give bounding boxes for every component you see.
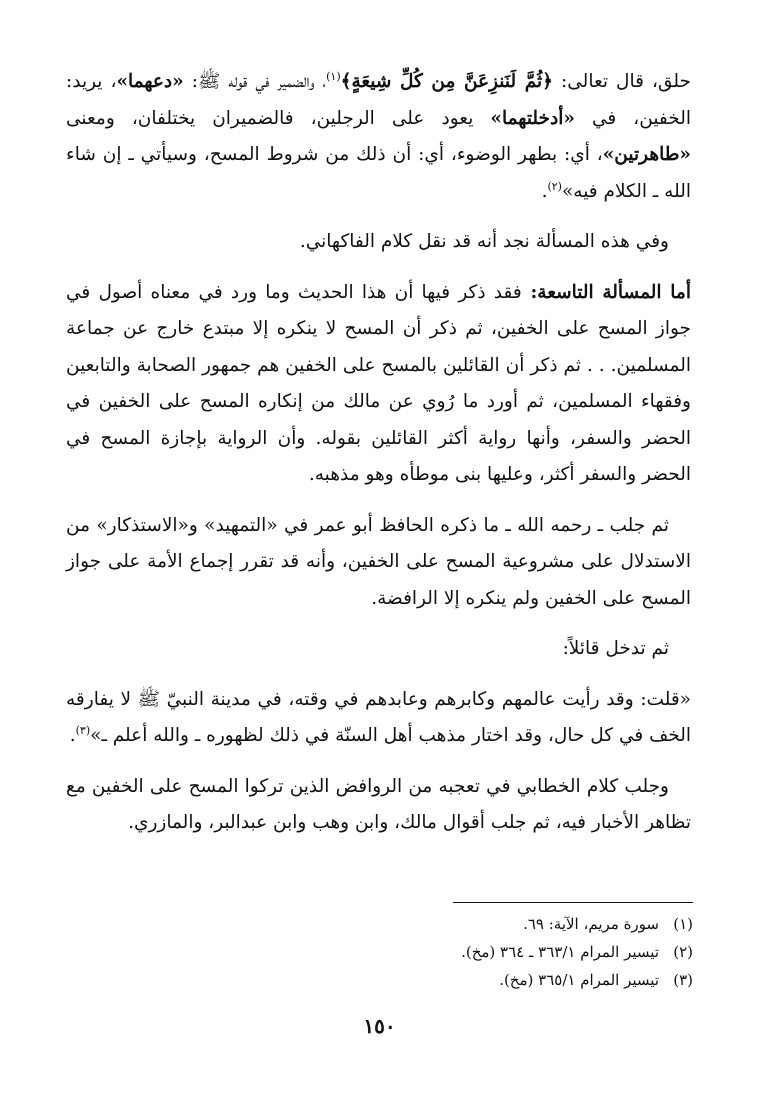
text-run: ، أي: بطهر الوضوء، أي: أن ذلك من شروط المسح، وسيأتي ـ إن شاء الله ـ الكلام فيه»: [66, 144, 691, 202]
text-run: فقد ذكر فيها أن هذا الحديث وما ورد في معناه أصول في جواز المسح على الخفين، ثم ذكر أن المسح لا ينكره إلا مبتدع خارج عن جماعة المسلمين. . . ثم ذكر أن القائلين بالمسح على الخفين هم جمهور الصحابة والتابعين وفقهاء المسلمين، ثم أورد ما رُوي عن مالك من إنكاره المسح على الخفين في الحضر والسفر، وأنها رواية أكثر القائلين بقوله. وأن الرواية بإجازة المسح في الحضر والسفر أكثر، وعليها بنى موطأه وهو مذهبه.: [66, 281, 691, 485]
text-run: ، يريد: الخفين، في: [66, 71, 691, 129]
paragraph: [66, 224, 691, 261]
emphasized-text: «أدخلتهما»: [490, 107, 575, 129]
emphasized-text: ﴿ثُمَّ لَنَنزِعَنَّ مِن كُلِّ شِيعَةٍ﴾: [340, 71, 553, 92]
paragraph: [66, 275, 691, 494]
paragraph: [66, 64, 691, 210]
text-run: ، والضمير في قوله ﷺ:: [183, 71, 327, 92]
footnote-text: تيسير المرام ٣٦٣/١ ـ ٣٦٤ (مخ).: [461, 943, 659, 961]
text-run: وفي هذه المسألة نجد أنه قد نقل كلام الفاكهاني.: [299, 231, 669, 252]
footnote-1: [133, 910, 693, 938]
text-run: وجلب كلام الخطابي في تعجبه من الروافض الذين تركوا المسح على الخفين مع تظاهر الأخبار فيه، ثم جلب أقوال مالك، وابن وهب وابن عبدالبر، والمازري.: [66, 775, 691, 833]
text-run: حلق، قال تعالى:: [553, 71, 691, 92]
emphasized-text: أما المسألة التاسعة:: [521, 281, 691, 303]
text-run: ثم تدخل قائلاً:: [562, 638, 669, 659]
text-run: .: [69, 725, 76, 746]
footnote-reference: (٢): [547, 179, 562, 193]
text-run: «قلت: وقد رأيت عالمهم وكابرهم وعابدهم في وقته، في مدينة النبيّ ﷺ لا يفارقه الخف في كل حال، وقد اختار مذهب أهل السنّة في ذلك لظهوره ـ والله أعلم ـ»: [66, 688, 691, 746]
paragraph: [66, 769, 691, 842]
main-text: [66, 64, 691, 856]
footnote-reference: (١): [326, 69, 341, 83]
paragraph: [66, 631, 691, 668]
emphasized-text: «دعهما»: [116, 71, 184, 92]
footnote-2: [133, 938, 693, 966]
page-number: ١٥٠: [363, 1014, 396, 1038]
footnote-number: (١): [673, 915, 693, 933]
footnote-number: (٢): [673, 943, 693, 961]
text-run: يعود على الرجلين، فالضميران يختلفان، ومعنى: [66, 107, 491, 129]
text-run: .: [541, 180, 548, 202]
paragraph: [66, 508, 691, 618]
footnote-3: [133, 966, 693, 994]
footnote-number: (٣): [673, 971, 693, 989]
footnote-reference: (٣): [75, 723, 91, 737]
footnote-text: تيسير المرام ٣٦٥/١ (مخ).: [499, 971, 659, 989]
footnote-text: سورة مريم، الآية: ٦٩.: [523, 915, 659, 933]
text-run: ثم جلب ـ رحمه الله ـ ما ذكره الحافظ أبو عمر في «التمهيد» و«الاستذكار» من الاستدلال على مشروعية المسح على الخفين، وأنه قد تقرر إجماع الأمة على جواز المسح على الخفين ولم ينكره إلا الرافضة.: [66, 514, 691, 609]
footnote-divider: [453, 902, 693, 903]
emphasized-text: «طاهرتين»: [602, 144, 691, 165]
footnotes: [133, 910, 693, 994]
paragraph: [66, 682, 691, 755]
